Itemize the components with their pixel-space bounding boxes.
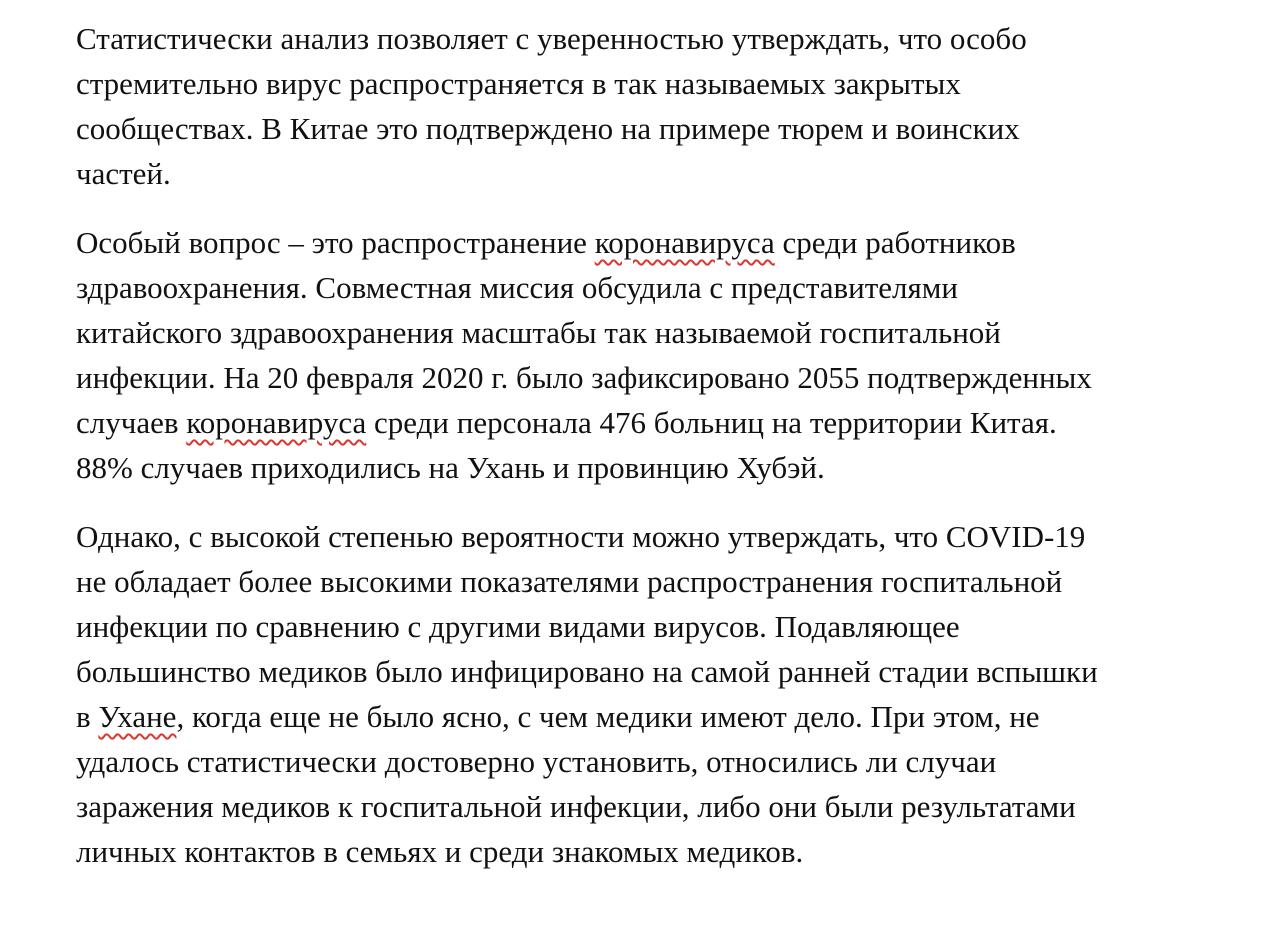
document-body[interactable]	[76, 16, 1226, 898]
paragraph-3	[76, 514, 1226, 874]
text-line: не обладает более высокими показателями распространения госпитальной	[76, 564, 1063, 599]
misspelled-word[interactable]: коронавируса	[594, 225, 775, 260]
text-segment: среди персонала 476 больниц на территории Китая.	[366, 405, 1057, 440]
text-segment: случаев	[76, 405, 187, 440]
text-segment: Особый вопрос – это распространение	[76, 225, 595, 260]
text-line: Статистически анализ позволяет с уверенностью утверждать, что особо	[76, 21, 1027, 56]
text-line: Однако, с высокой степенью вероятности можно утверждать, что COVID-19	[76, 519, 1086, 554]
text-line: частей.	[76, 156, 171, 191]
text-line: стремительно вирус распространяется в так называемых закрытых	[76, 66, 961, 101]
text-line: личных контактов в семьях и среди знакомых медиков.	[76, 834, 804, 869]
text-line: здравоохранения. Совместная миссия обсудила с представителями	[76, 270, 958, 305]
text-line: заражения медиков к госпитальной инфекции, либо они были результатами	[76, 789, 1076, 824]
text-line	[76, 220, 1226, 265]
text-line	[76, 694, 1226, 739]
text-line: инфекции. На 20 февраля 2020 г. было зафиксировано 2055 подтвержденных	[76, 360, 1092, 395]
paragraph-1	[76, 16, 1226, 196]
text-line: китайского здравоохранения масштабы так называемой госпитальной	[76, 315, 1001, 350]
text-line: удалось статистически достоверно установить, относились ли случаи	[76, 744, 997, 779]
paragraph-2	[76, 220, 1226, 490]
text-line: большинство медиков было инфицировано на самой ранней стадии вспышки	[76, 654, 1098, 689]
text-segment: среди работников	[774, 225, 1016, 260]
text-line	[76, 400, 1226, 445]
text-line: инфекции по сравнению с другими видами вирусов. Подавляющее	[76, 609, 960, 644]
text-line: 88% случаев приходились на Ухань и провинцию Хубэй.	[76, 450, 825, 485]
text-segment: , когда еще не было ясно, с чем медики имеют дело. При этом, не	[176, 699, 1040, 734]
misspelled-word[interactable]: Ухане	[98, 699, 177, 734]
misspelled-word[interactable]: коронавируса	[186, 405, 367, 440]
text-segment: в	[76, 699, 99, 734]
text-line: сообществах. В Китае это подтверждено на примере тюрем и воинских	[76, 111, 1020, 146]
